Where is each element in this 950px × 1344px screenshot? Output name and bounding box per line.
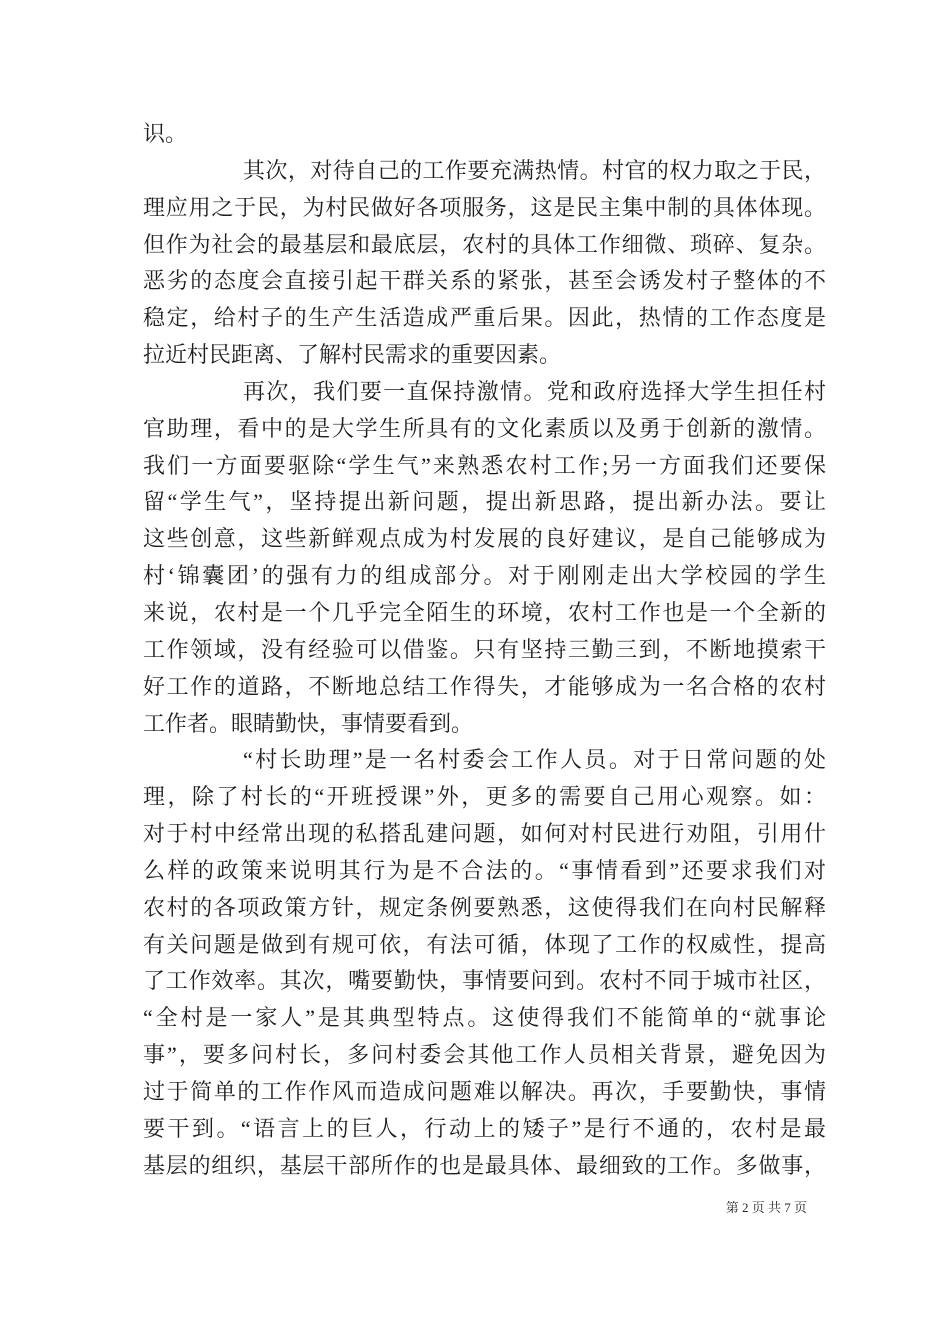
text-line: 事”，要多问村长，多问村委会其他工作人员相关背景，避免因为 <box>143 1042 826 1068</box>
text-line: 要干到。“语言上的巨人，行动上的矮子”是行不通的，农村是最 <box>143 1115 826 1141</box>
text-line: 农村的各项政策方针，规定条例要熟悉，这使得我们在向村民解释 <box>143 894 826 920</box>
text-line: 恶劣的态度会直接引起干群关系的紧张，甚至会诱发村子整体的不 <box>143 268 826 294</box>
document-body <box>143 116 826 1184</box>
text-line: 再次，我们要一直保持激情。党和政府选择大学生担任村 <box>243 378 826 404</box>
text-line: 么样的政策来说明其行为是不合法的。“事情看到”还要求我们对 <box>143 857 826 883</box>
text-line: 过于简单的工作作风而造成问题难以解决。再次，手要勤快，事情 <box>143 1078 826 1104</box>
text-line: 拉近村民距离、了解村民需求的重要因素。 <box>143 342 562 368</box>
text-line: 工作领域，没有经验可以借鉴。只有坚持三勤三到，不断地摸索干 <box>143 636 826 662</box>
text-line: “村长助理”是一名村委会工作人员。对于日常问题的处 <box>243 747 826 773</box>
text-line: 对于村中经常出现的私搭乱建问题，如何对村民进行劝阻，引用什 <box>143 821 826 847</box>
text-line: “全村是一家人”是其典型特点。这使得我们不能简单的“就事论 <box>143 1005 826 1031</box>
text-line: 有关问题是做到有规可依，有法可循，体现了工作的权威性，提高 <box>143 931 826 957</box>
text-line: 理，除了村长的“开班授课”外，更多的需要自己用心观察。如： <box>143 784 826 810</box>
text-line: 但作为社会的最基层和最底层，农村的具体工作细微、琐碎、复杂。 <box>143 231 826 257</box>
text-line: 基层的组织，基层干部所作的也是最具体、最细致的工作。多做事， <box>143 1152 826 1178</box>
text-line: 我们一方面要驱除“学生气”来熟悉农村工作;另一方面我们还要保 <box>143 452 826 478</box>
text-line: 其次，对待自己的工作要充满热情。村官的权力取之于民， <box>243 157 826 183</box>
text-line: 官助理，看中的是大学生所具有的文化素质以及勇于创新的激情。 <box>143 415 826 441</box>
text-line: 理应用之于民，为村民做好各项服务，这是民主集中制的具体体现。 <box>143 194 826 220</box>
text-line: 留“学生气”，坚持提出新问题，提出新思路，提出新办法。要让 <box>143 489 826 515</box>
text-line: 稳定，给村子的生产生活造成严重后果。因此，热情的工作态度是 <box>143 305 826 331</box>
text-line: 村‘锦囊团’的强有力的组成部分。对于刚刚走出大学校园的学生 <box>143 563 826 589</box>
text-line: 识。 <box>143 121 188 146</box>
text-line: 来说，农村是一个几乎完全陌生的环境，农村工作也是一个全新的 <box>143 599 826 625</box>
text-line: 这些创意，这些新鲜观点成为村发展的良好建议，是自己能够成为 <box>143 526 826 552</box>
text-line: 了工作效率。其次，嘴要勤快，事情要问到。农村不同于城市社区， <box>143 968 826 994</box>
text-line: 好工作的道路，不断地总结工作得失，才能够成为一名合格的农村 <box>143 673 826 699</box>
text-line: 工作者。眼睛勤快，事情要看到。 <box>143 710 474 736</box>
page-number: 第 2 页 共 7 页 <box>725 1200 807 1215</box>
